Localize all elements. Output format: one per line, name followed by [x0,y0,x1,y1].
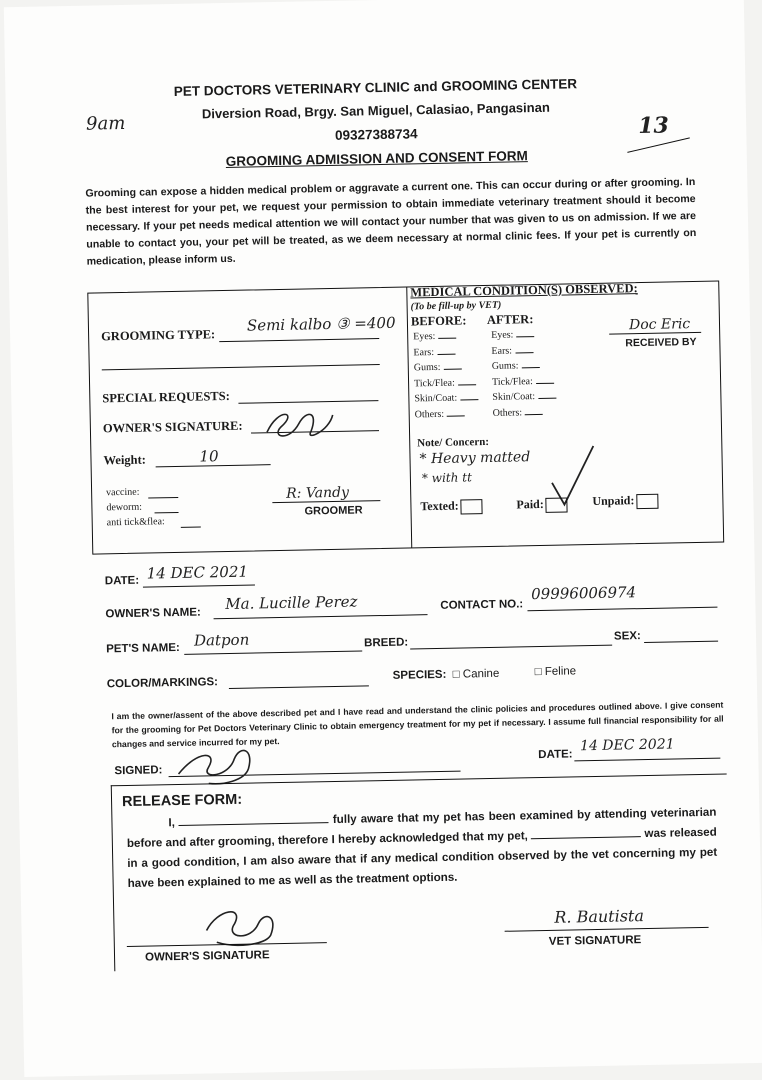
before-item-blank[interactable] [443,368,461,369]
form-sheet [4,0,762,1077]
after-item-blank[interactable] [516,336,534,337]
special-requests-label: SPECIAL REQUESTS: [102,388,230,406]
note-line-1: * Heavy matted [419,449,531,468]
before-item-label: Ears: [413,346,435,358]
owner-signature-release-label: OWNER'S SIGNATURE [144,949,270,964]
after-item-label: Eyes: [491,329,514,341]
after-item [493,406,557,423]
note-label: Note/ Concern: [417,435,490,450]
after-item-label: Tick/Flea: [491,375,533,388]
received-by-label: RECEIVED BY [625,335,697,350]
signed-label: SIGNED: [114,764,163,778]
weight-value: 10 [199,447,219,466]
vaccine-label: vaccine: [106,486,140,499]
after-item-label: Gums: [491,360,519,372]
owner-name-value: Ma. Lucille Perez [225,592,358,614]
medical-title: MEDICAL CONDITION(S) OBSERVED: [410,281,638,300]
after-item [491,329,555,346]
contact-line[interactable] [527,607,717,612]
groomer-label: GROOMER [304,504,363,518]
time-note: 9am [85,112,126,135]
pet-name-value: Datpon [193,630,250,650]
before-label: BEFORE: [410,313,467,329]
paid-label: Paid: [516,496,544,512]
release-name-blank[interactable] [179,822,329,826]
owner-name-line[interactable] [214,614,428,619]
sex-line[interactable] [644,641,718,643]
weight-label: Weight: [103,452,147,468]
after-list [491,329,557,423]
owner-name-label: OWNER'S NAME: [105,606,201,621]
pet-name-label: PET'S NAME: [106,641,180,656]
release-form-box [111,773,730,971]
before-item-blank[interactable] [458,384,476,385]
canine-option[interactable] [453,668,500,681]
after-item [491,344,555,361]
consent-paragraph: I am the owner/assent of the above described pet and I have read and understand the clinic policies and procedures outlined above. I give consent for the grooming for Pet Doctors Veterinary Clinic to obtain emergency treatment for my pet if necessary. I assume full financial responsibility for all changes and service incurred for my pet. [111,699,724,750]
clinic-name: PET DOCTORS VETERINARY CLINIC and GROOMING CENTER [173,76,578,99]
owner-signature-scribble [258,401,339,447]
after-item [492,391,556,408]
breed-line[interactable] [410,645,612,650]
release-text-1: fully aware that my pet has been examined by attending veterinarian before and after grooming, therefore I hereby acknowledged that my pet, [126,805,717,850]
after-item-blank[interactable] [525,413,543,414]
grooming-type-value: Semi kalbo ③ =400 [246,313,396,335]
after-item-label: Skin/Coat: [492,391,536,403]
after-item-label: Others: [492,406,523,419]
vaccine-line[interactable] [148,497,178,499]
after-item-blank[interactable] [538,398,556,399]
before-item-label: Gums: [413,361,441,374]
form-title: GROOMING ADMISSION AND CONSENT FORM [225,148,528,169]
grooming-type-label: GROOMING TYPE: [101,327,216,344]
before-item-blank[interactable] [438,338,456,339]
pet-name-line[interactable] [184,650,362,654]
intro-paragraph: Grooming can expose a hidden medical problem or aggravate a current one. This can occur during or after grooming. In the best interest for your pet, we request your permission to obtain immediate veterinary treatment should it become necessary. If your pet needs medical attention we will contact your number that was given to us on admission. If we are unable to contact you, your pet will be treated, as we deem necessary at normal clinic fees. If your pet is currently on medication, please inform us. [85,175,697,268]
color-label: COLOR/MARKINGS: [106,676,219,691]
species-label: SPECIES: [392,668,447,682]
signed-date-line[interactable] [574,758,720,762]
groomer-value: R: Vandy [286,484,350,502]
grooming-type-line-2[interactable] [102,364,380,370]
before-item-label: Others: [414,408,445,420]
deworm-label: deworm: [106,501,143,514]
before-item-blank[interactable] [460,399,478,400]
antitick-label: anti tick&flea: [106,516,165,529]
signed-date-value: 14 DEC 2021 [579,736,675,755]
after-item-blank[interactable] [515,352,533,353]
before-item-label: Tick/Flea: [413,377,455,389]
before-item-label: Skin/Coat: [414,392,458,405]
after-item-label: Ears: [491,345,513,357]
before-item-blank[interactable] [437,353,455,354]
before-item [415,408,479,425]
breed-label: BREED: [363,636,409,650]
canine-checkbox[interactable]: □ [452,668,460,681]
texted-field[interactable] [420,498,483,515]
texted-label: Texted: [420,498,459,514]
unpaid-box[interactable] [636,493,658,508]
before-item-label: Eyes: [413,330,436,343]
paid-field[interactable] [516,496,568,513]
after-item-blank[interactable] [521,367,539,368]
release-pet-blank[interactable] [531,836,641,839]
antitick-line[interactable] [181,527,201,528]
contact-label: CONTACT NO.: [440,598,524,612]
after-item [492,375,556,392]
received-by-value: Doc Eric [628,316,691,334]
after-item-blank[interactable] [536,382,554,383]
signed-date-label: DATE: [538,748,573,762]
before-item [414,392,478,409]
after-label: AFTER: [486,312,534,327]
before-item [413,330,477,347]
before-item [414,377,478,394]
date-label: DATE: [104,574,140,588]
color-line[interactable] [229,685,369,689]
texted-box[interactable] [461,499,483,514]
feline-option[interactable] [535,665,577,678]
owner-signature-label: OWNER'S SIGNATURE: [102,418,243,436]
clinic-address: Diversion Road, Brgy. San Miguel, Calasiao, Pangasinan [201,99,550,122]
release-text [126,803,717,894]
before-list [413,330,479,424]
feline-checkbox[interactable]: □ [534,666,542,679]
contact-value: 09996006974 [530,583,637,604]
after-item [492,360,556,377]
release-i: I, [168,816,176,830]
release-title: RELEASE FORM: [121,791,243,811]
grooming-type-line[interactable] [219,338,379,342]
before-item-blank[interactable] [447,415,465,416]
date-value: 14 DEC 2021 [146,562,249,583]
paid-box[interactable] [546,497,568,512]
received-by-line[interactable] [609,332,701,335]
vet-signature-line[interactable] [505,927,709,932]
date-line[interactable] [143,584,255,587]
clinic-phone: 09327388734 [334,126,418,143]
deworm-line[interactable] [155,512,179,513]
unpaid-field[interactable] [592,493,658,510]
grooming-box [87,281,724,555]
number-note: 13 [637,112,670,140]
before-item [413,346,477,363]
note-line-2: * with tt [421,470,472,486]
before-item [414,361,478,378]
canine-label: Canine [462,667,500,681]
medical-subtitle: (To be fill-up by VET) [410,299,502,313]
feline-label: Feline [544,665,577,678]
release-text-2: was released in a good condition, I am also aware that if any medical condition observed by the vet concerning my pet have been explained to me as well as the treatment options. [127,825,718,890]
unpaid-label: Unpaid: [592,493,635,508]
vet-signature-label: VET SIGNATURE [548,934,642,948]
sex-label: SEX: [613,630,641,643]
vet-signature-value: R. Bautista [554,906,645,927]
